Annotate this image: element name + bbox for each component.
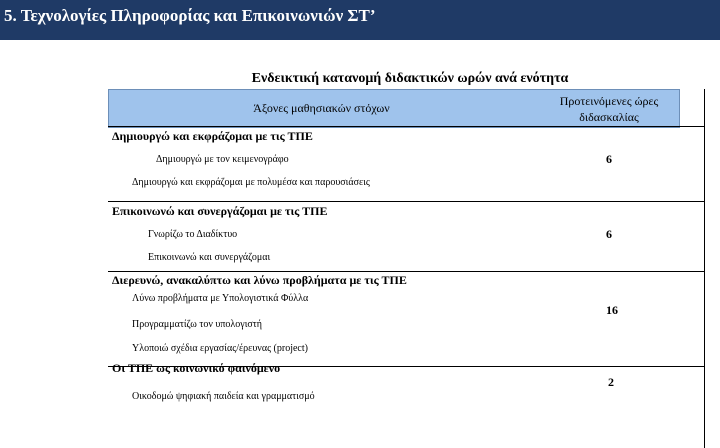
column-header-hours-line1: Προτεινόμενες ώρες <box>559 94 659 108</box>
section-divider <box>108 271 705 272</box>
hours-value: 6 <box>606 152 612 166</box>
column-header-goals: Άξονες μαθησιακών στόχων <box>253 101 390 115</box>
hours-value: 6 <box>606 227 612 241</box>
list-item: Επικοινωνώ και συνεργάζομαι <box>148 252 271 263</box>
list-item: Οικοδομώ ψηφιακή παιδεία και γραμματισμό <box>132 391 315 402</box>
section-title-communicate: Επικοινωνώ και συνεργάζομαι με τις ΤΠΕ <box>112 204 328 218</box>
table-caption: Ενδεικτική κατανομή διδακτικών ωρών ανά ενότητα <box>251 71 569 86</box>
list-item: Γνωρίζω το Διαδίκτυο <box>148 229 238 240</box>
section-header-bar <box>0 0 720 40</box>
list-item: Προγραμματίζω τον υπολογιστή <box>132 319 263 330</box>
section-title-explore: Διερευνώ, ανακαλύπτω και λύνω προβλήματα με τις ΤΠΕ <box>112 273 407 287</box>
hours-table <box>108 89 710 448</box>
list-item: Υλοποιώ σχέδια εργασίας/έρευνας (project) <box>132 343 308 354</box>
table-right-border <box>704 89 705 448</box>
column-header-hours-line2: διδασκαλίας <box>579 110 639 124</box>
section-title-social: Οι ΤΠΕ ως κοινωνικό φαινόμενο <box>112 361 281 375</box>
list-item: Δημιουργώ με τον κειμενογράφο <box>156 154 289 165</box>
section-title-create: Δημιουργώ και εκφράζομαι με τις ΤΠΕ <box>112 129 313 143</box>
table-header-row <box>108 89 680 128</box>
list-item: Λύνω προβλήματα με Υπολογιστικά Φύλλα <box>132 293 309 304</box>
hours-value: 2 <box>608 375 614 389</box>
section-divider <box>108 201 705 202</box>
hours-value: 16 <box>606 303 618 317</box>
section-title: 5. Τεχνολογίες Πληροφορίας και Επικοινωνιών ΣΤ’ <box>4 6 376 25</box>
section-divider <box>108 126 705 127</box>
column-header-hours <box>539 93 679 125</box>
list-item: Δημιουργώ και εκφράζομαι με πολυμέσα και παρουσιάσεις <box>132 177 370 188</box>
